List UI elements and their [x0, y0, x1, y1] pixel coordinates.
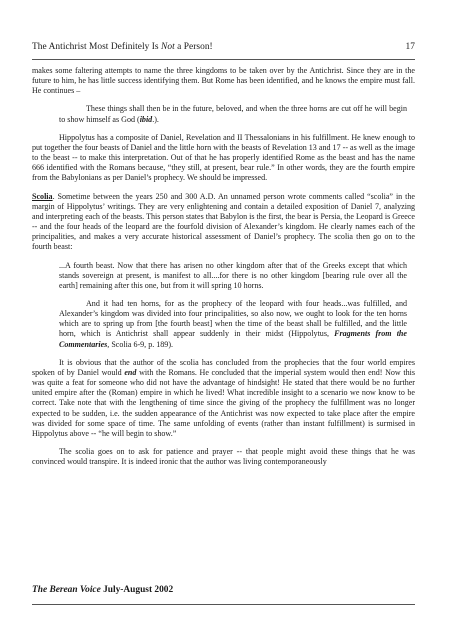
- publication-name: The Berean Voice: [32, 585, 101, 595]
- paragraph-5: The scolia goes on to ask for patience and prayer -- that people might avoid these things that he was convinced would transpire. It is indeed ironic that the author was living contemporaneously: [32, 447, 415, 467]
- block-quote-2: ...A fourth beast. Now that there has arisen no other kingdom after that of the Greeks except that which stands sovereign at present, is manifest to all....for there is no other kingdom [bearing rule over all the earth] remaining after this one, but from it will spring 10 horns.: [59, 260, 407, 290]
- quote-ref: Fragments from the Commentaries: [59, 329, 407, 349]
- section-heading-scolia: Scolia: [32, 191, 53, 201]
- footer-rule: [32, 604, 415, 605]
- page-number: 17: [405, 42, 415, 52]
- paragraph-3: [32, 192, 415, 253]
- running-footer: [32, 585, 173, 595]
- issue-date: July-August 2002: [100, 585, 174, 595]
- paragraph-4: [32, 358, 415, 439]
- quote-ref: ibid: [139, 114, 153, 124]
- running-title: [32, 42, 213, 52]
- quote-text: And it had ten horns, for as the prophecy of the leopard with four heads...was fulfilled, and Alexander’s kingdom was divided into four principalities, so also now, we ought to look for the ten horns which are to spring up from [the fourth beast] when the time of the beast shall be fulfilled, and the little horn, which is Antichrist shall appear suddenly in their midst (Hippolytus,: [59, 298, 407, 339]
- quote-text-end: , Scolia 6-9, p. 189).: [107, 339, 174, 349]
- block-quote-1: [59, 104, 407, 124]
- running-header: [32, 42, 415, 52]
- paragraph-4-text: It is obvious that the author of the scolia has concluded from the prophecies that the four world empires spoken of by Daniel would: [32, 357, 415, 377]
- paragraph-1: makes some faltering attempts to name the three kingdoms to be taken over by the Antichrist. Since they are in the future to him, he has little success identifying them. But Rome has been identified, and he knows the empire must fall. He continues –: [32, 66, 415, 96]
- title-text: The Antichrist Most Definitely Is: [32, 42, 162, 52]
- paragraph-4-text-end: with the Romans. He concluded that the imperial system would then end! Now this was quite a feat for someone who did not have the advantage of hindsight! He stated that there would be no further united empire after the (Roman) empire in which he lived! What incredible insight to a scenario we now know to be correct. Take note that with the lengthening of time since the giving of the prophecy the fulfillment was no longer expected to be sudden, i.e. the sudden appearance of the Antichrist was now expected to take place after the empire was divided for some space of time. The same unfolding of events (rather than instant fulfillment) is surmised in Hippolytus above -- “he will begin to show.”: [32, 367, 416, 438]
- paragraph-3-text: . Sometime between the years 250 and 300 A.D. An unnamed person wrote comments called “scolia” in the margin of Hippolytus’ writings. They are very enlightening and contain a detailed exposition of Daniel 7, analyzing and interpreting each of the beasts. This person states that Babylon is the first, the bear is Persia, the Leopard is Greece -- and the four heads of the leopard are the fourfold division of Alexander’s kingdom. He clearly names each of the principalities, and makes a very accurate historical assessment of Daniel’s prophecy. The scolia then go on to the fourth beast:: [32, 191, 415, 252]
- paragraph-2: Hippolytus has a composite of Daniel, Revelation and II Thessalonians in his fulfillment. He knew enough to put together the four beasts of Daniel and the little horn with the beasts of Revelation 13 and 17 -- as well as the image to the beast -- to make this interpretation. Out of that he has properly identified Rome as the beast and has the name 666 identified with the Romans because, “they still, at present, bear rule.” In other words, they are the fourth empire from the Babylonians as per Daniel’s prophecy. We should be impressed.: [32, 132, 415, 183]
- article-body: [32, 66, 415, 475]
- block-quote-3: [59, 299, 407, 350]
- title-emphasis: Not: [161, 42, 175, 52]
- emphasis-end: end: [124, 367, 137, 377]
- quote-text: These things shall then be in the future, beloved, and when the three horns are cut off he will begin to show himself as God (: [59, 104, 407, 124]
- header-rule: [32, 59, 415, 60]
- quote-text-end: .).: [152, 114, 159, 124]
- title-text-end: a Person!: [174, 42, 213, 52]
